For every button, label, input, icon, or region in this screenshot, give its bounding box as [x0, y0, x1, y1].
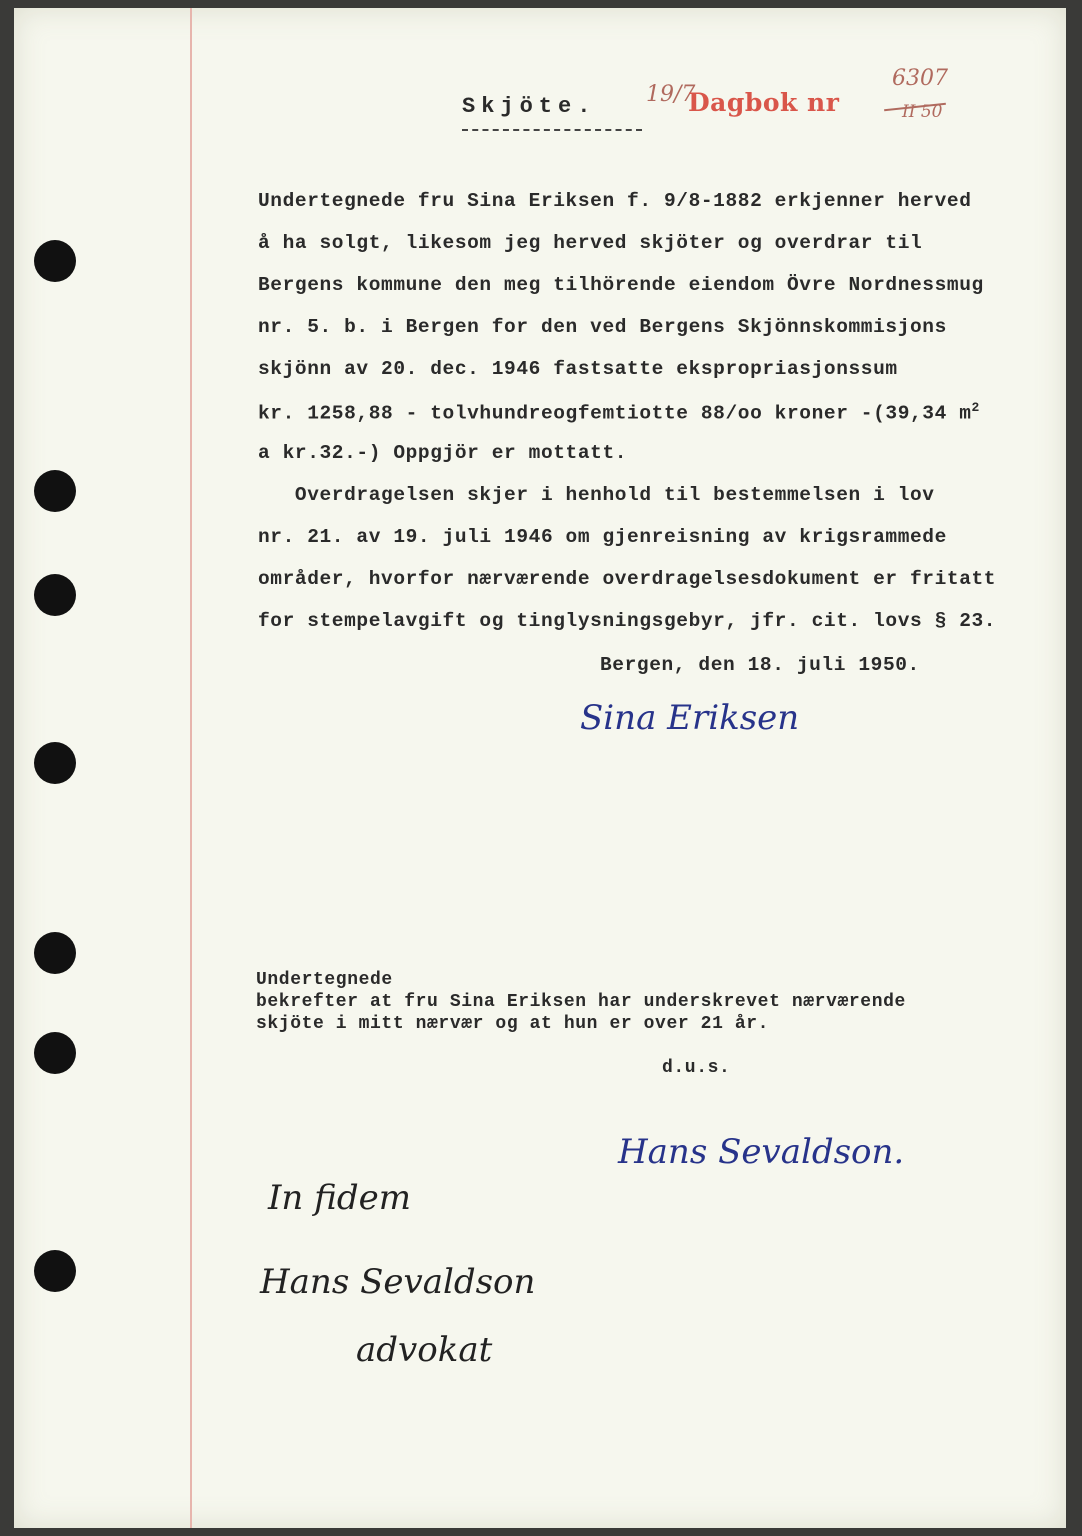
reference-number: 6307	[892, 66, 948, 91]
body-line: å ha solgt, likesom jeg herved skjöter og overdrar til	[258, 232, 923, 254]
place-date: Bergen, den 18. juli 1950.	[600, 654, 920, 676]
witness-line: bekrefter at fru Sina Eriksen har underskrevet nærværende	[256, 992, 906, 1012]
punch-hole	[34, 1032, 76, 1074]
attestation-line: In fidem	[268, 1178, 411, 1218]
body-line: nr. 5. b. i Bergen for den ved Bergens Skjönnskommisjons	[258, 316, 947, 338]
superscript: 2	[971, 400, 980, 415]
punch-hole	[34, 240, 76, 282]
witness-closing: d.u.s.	[662, 1058, 731, 1078]
document-page	[14, 8, 1066, 1528]
margin-line	[190, 8, 192, 1528]
body-line: områder, hvorfor nærværende overdragelsesdokument er fritatt	[258, 568, 997, 590]
punch-hole	[34, 1250, 76, 1292]
punch-hole	[34, 470, 76, 512]
title-underline	[462, 129, 642, 131]
witness-line: skjöte i mitt nærvær og at hun er over 21 år.	[256, 1014, 770, 1034]
punch-hole	[34, 574, 76, 616]
witness-line: Undertegnede	[256, 970, 393, 990]
punch-hole	[34, 932, 76, 974]
reference-year: II 50	[902, 102, 943, 122]
body-line: Undertegnede fru Sina Eriksen f. 9/8-1882 erkjenner herved	[258, 190, 972, 212]
body-line: kr. 1258,88 - tolvhundreogfemtiotte 88/oo kroner -(39,34 m	[258, 402, 972, 425]
body-line-with-area	[258, 400, 980, 425]
punch-hole	[34, 742, 76, 784]
body-line: Overdragelsen skjer i henhold til bestemmelsen i lov	[258, 484, 935, 506]
attestation-title: advokat	[356, 1330, 493, 1370]
journal-stamp: Dagbok nr	[688, 88, 840, 117]
body-line: a kr.32.-) Oppgjör er mottatt.	[258, 442, 628, 464]
attestation-signature: Hans Sevaldson	[260, 1262, 536, 1302]
signature-hans-sevaldson: Hans Sevaldson.	[618, 1132, 905, 1172]
signature-sina-eriksen: Sina Eriksen	[580, 698, 800, 738]
body-line: nr. 21. av 19. juli 1946 om gjenreisning av krigsrammede	[258, 526, 947, 548]
document-title: Skjöte.	[462, 94, 597, 119]
date-note: 19/7	[646, 82, 696, 107]
body-line: for stempelavgift og tinglysningsgebyr, jfr. cit. lovs § 23.	[258, 610, 997, 632]
body-line: Bergens kommune den meg tilhörende eiendom Övre Nordnessmug	[258, 274, 984, 296]
body-line: skjönn av 20. dec. 1946 fastsatte ekspropriasjonssum	[258, 358, 898, 380]
